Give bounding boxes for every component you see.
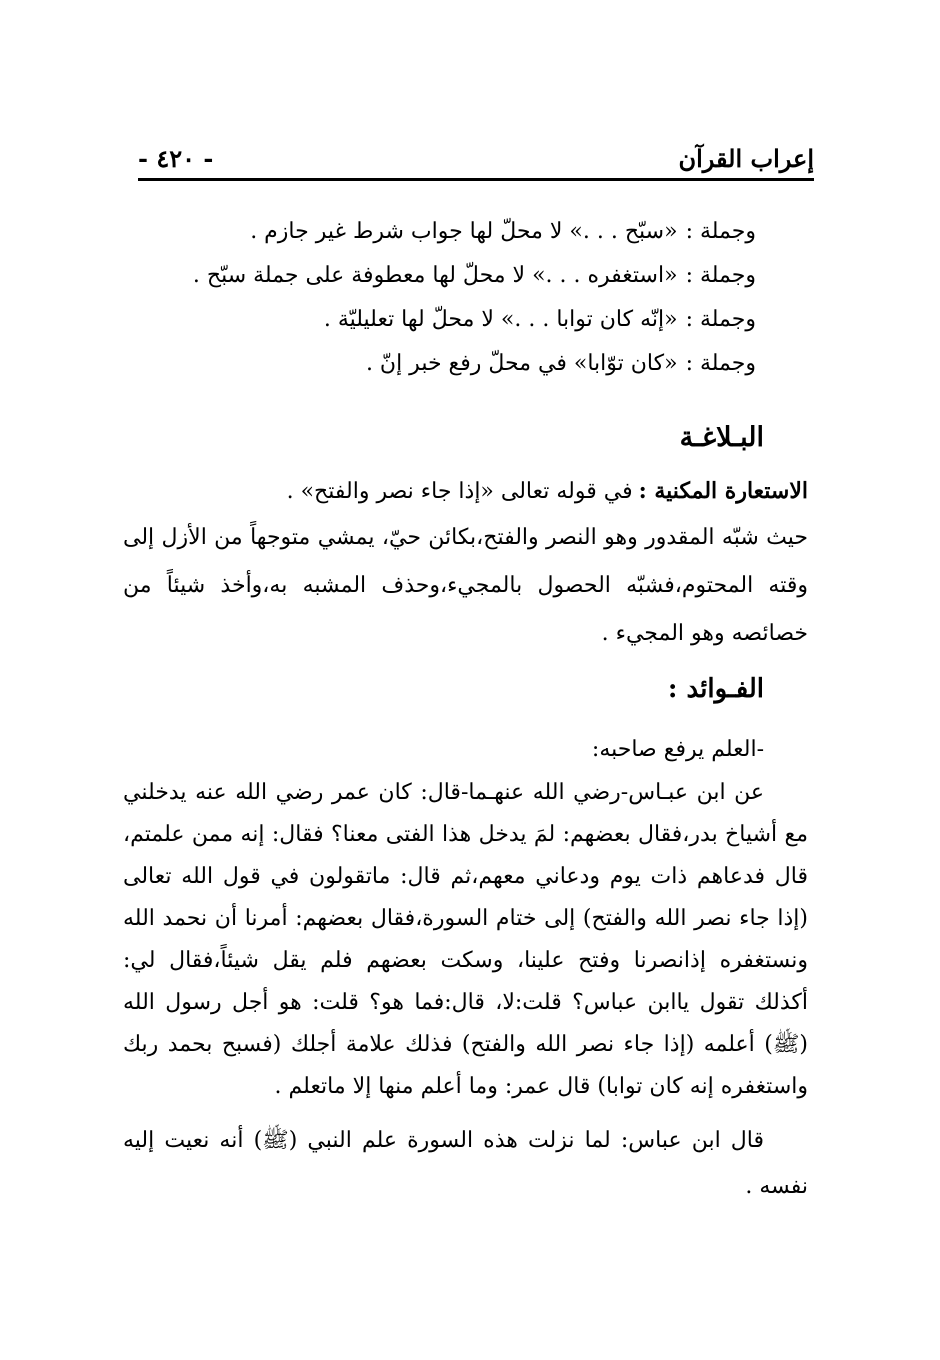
sentence-label: وجملة : [685,219,756,244]
istiara-intro: في قوله تعالى «إذا جاء نصر والفتح» . [286,479,633,504]
balagha-heading: البـلاغـة [679,422,764,453]
istiara-line [287,474,808,509]
sentence-text: «سبّح . . .» لا محلّ لها جواب شرط غير جازم . [250,219,678,244]
sentence-text: «استغفره . . .» لا محلّ لها معطوفة على جملة سبّح . [192,263,678,288]
sentence-text: «إنّه كان توابا . . .» لا محلّ لها تعليليّة . [323,307,678,332]
page-number: - ٤٢٠ - [138,143,214,173]
sentence-item [196,342,756,386]
sentence-text: «كان توّابا» في محلّ رفع خبر إنّ . [365,351,678,376]
sentence-label: وجملة : [685,351,756,376]
fawaid-paragraph-2: قال ابن عباس: لما نزلت هذه السورة علم النبي (ﷺ) أنه نعيت إليه نفسه . [123,1128,808,1199]
header-rule [138,178,814,181]
fawaid-paragraph [123,772,808,1108]
sentence-label: وجملة : [685,263,756,288]
fawaid-paragraph-text: عن ابن عبـاس-رضي الله عنهـما-قال: كان عمر رضي الله عنه يدخلني مع أشياخ بدر،فقال بعضهم: لمَ يدخل هذا الفتى معنا؟ فقال: إنه ممن علمتم، قال فدعاهم ذات يوم ودعاني معهم،ثم قال: ماتقولون في قول الله تعالى (إذا جاء نصر الله والفتح) إلى ختام السورة،فقال بعضهم: أمرنا أن نحمد الله ونستغفره إذانصرنا وفتح علينا، وسكت بعضهم فلم يقل شيئاً،فقال لي: أكذلك تقول ياابن عباس؟ قلت:لا، قال:فما هو؟ قلت: هو أجل رسول الله (ﷺ) أعلمه (إذا جاء نصر الله والفتح) فذلك علامة أجلك (فسبح بحمد ربك واستغفره إنه كان توابا) قال عمر: وما أعلم منها إلا ماتعلم . [123,780,808,1099]
sentence-item [196,298,756,342]
balagha-paragraph: حيث شبّه المقدور وهو النصر والفتح،بكائن حيّ، يمشي متوجهاً من الأزل إلى وقته المحتوم،فشبّه الحصول بالمجيء،وحذف المشبه به،وأخذ شيئاً من خصائصه وهو المجيء . [123,525,808,646]
page-title: إعراب القرآن [678,143,814,173]
istiara-term: الاستعارة المكنية : [638,478,808,504]
sentence-label: وجملة : [685,307,756,332]
fawaid-subheading: -العلم يرفع صاحبه: [591,737,764,762]
sentence-list [192,210,756,386]
fawaid-heading: الفـوائد : [667,674,764,704]
page-header [138,138,814,178]
sentence-item [192,254,756,298]
sentence-item [196,210,756,254]
